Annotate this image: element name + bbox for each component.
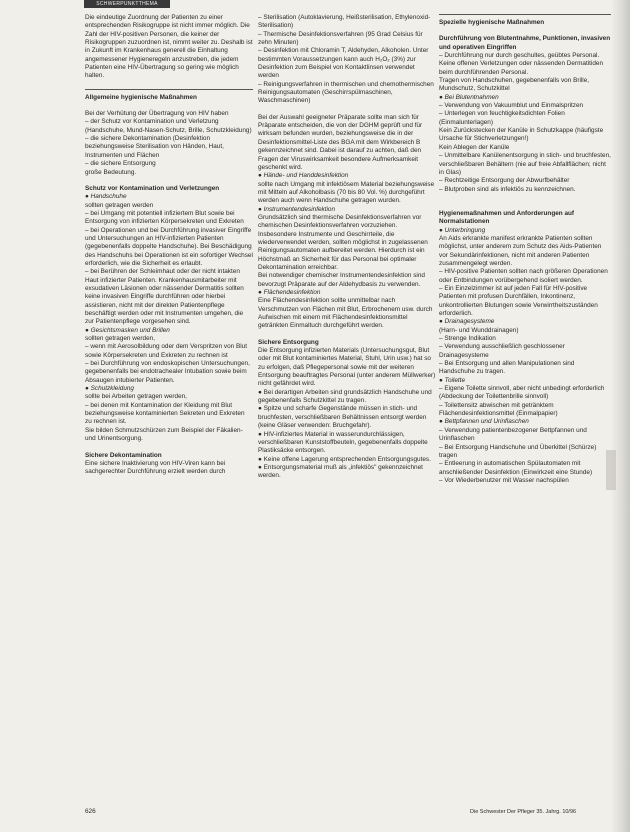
paragraph: – Bei Entsorgung und allen Manipulationen sind Handschuhe zu tragen.: [439, 360, 575, 376]
paragraph: ● Bei derartigen Arbeiten sind grundsätzlich Handschuhe und gegebenenfalls Schutzkittel zu tragen.: [258, 388, 432, 405]
paragraph: Grundsätzlich sind thermische Desinfektionsverfahren vor chemischen Desinfektionsverfahren vorzuziehen. Insbesondere Instrumente und Geschirrteile, die wiederverwendet werden, sollten möglichst in zugelassenen Reinigungsautomaten aufbereitet werden. Hierdurch ist ein Höchstmaß an Sicherheit für das Personal bei optimaler Dekontamination erreichbar.: [258, 213, 428, 271]
paragraph: – bei Operationen und bei Durchführung invasiver Eingriffe und Untersuchungen an HIV-infizierten Patienten (gegebenenfalls doppelte Handschuhe). Bei Beschädigung des Handschuhs bei Operationen ist ein sofortiger Wechsel erforderlich, wie die Sicherheit es erlaubt.: [85, 226, 253, 267]
paragraph: – bei Durchführung von endoskopischen Untersuchungen, gegebenenfalls bei endotrachealer Intubation sowie beim Absaugen intubierter Patienten.: [85, 360, 250, 384]
paragraph: – Verwendung von Vakuumblut und Einmalspritzen: [439, 102, 584, 110]
paragraph: – Entleerung in automatischen Spülautomaten mit anschließender Desinfektion (Einwirkzeit eine Stunde): [439, 460, 593, 476]
subheading: ● Instrumentendesinfektion: [258, 205, 336, 213]
subheading: ● Bettpfannen und Urinflaschen: [439, 418, 529, 426]
column-1: [85, 14, 253, 477]
subheading: ● Hände- und Handdesinfektion: [258, 172, 349, 180]
paragraph: Bei der Auswahl geeigneter Präparate sollte man sich für Präparate entscheiden, die von der DGHM geprüft und für wirksam befunden wurden, beziehungsweise die in der Desinfektionsmittel-Liste des BGA mit dem Wirkbereich B gekennzeichnet sind. Dabei ist darauf zu achten, daß den Fragen der Viruswirksamkeit besondere Aufmerksamkeit geschenkt wird.: [258, 113, 423, 171]
paragraph: – Verwendung patientenbezogener Bettpfannen und Urinflaschen: [439, 426, 587, 443]
paragraph: – Bei Entsorgung Handschuhe und Überkittel (Schürze) tragen: [439, 443, 597, 459]
paragraph: – Blutproben sind als infektiös zu kennzeichnen.: [439, 185, 576, 193]
paragraph: (Harn- und Wunddrainagen): [439, 326, 519, 334]
subheading: ● Unterbringung: [439, 226, 486, 234]
subheading: ● Gesichtsmasken und Brillen: [85, 326, 170, 334]
paragraph: ● Entsorgungsmaterial muß als „infektiös" gekennzeichnet werden.: [258, 463, 423, 480]
paragraph: – bei denen mit Kontamination der Kleidung mit Blut beziehungsweise kontaminierten Sekreten und Exkreten zu rechnen ist.: [85, 401, 245, 426]
section-heading: Allgemeine hygienische Maßnahmen: [85, 89, 253, 102]
paragraph: – Verwendung ausschließlich geschlossener Drainagesysteme: [439, 343, 565, 359]
paragraph: Bei notwendiger chemischer Instrumentendesinfektion sind bevorzugt Präparate auf der Aldehydbasis zu verwenden.: [258, 272, 425, 288]
paragraph: – Strenge Indikation: [439, 335, 496, 343]
section-tab: SCHWERPUNKTTHEMA: [84, 0, 170, 8]
subheading: ● Drainagesysteme: [439, 318, 495, 326]
paragraph: An Aids erkrankte manifest erkrankte Patienten sollten möglichst, unter anderem zum Schutz des Aids-Patienten vor Sekundärinfektionen, nicht mit anderen Patienten zusammengelegt werden.: [439, 234, 602, 267]
paragraph: – bei Berühren der Schleimhaut oder der nicht intakten Haut infizierter Patienten. Krankenhausmitarbeiter mit exsudativen Läsionen oder nässender Dermatitis sollten keine invasiven Eingriffe durchführen oder hierbei assistieren, nicht mit der direkten Patientenpflege beschäftigt werden oder mit Instrumenten umgehen, die zur Patientenpflege vorgesehen sind.: [85, 268, 244, 326]
paragraph: – Durchführung nur durch geschultes, geübtes Personal.: [439, 52, 600, 60]
paragraph: Tragen von Handschuhen, gegebenenfalls von Brille, Mundschutz, Schutzkittel: [439, 77, 590, 93]
paragraph: Eine sichere Inaktivierung von HIV-Viren kann bei sachgerechter Durchführung erzielt werden durch: [85, 459, 226, 476]
paragraph: – HIV-positive Patienten sollten nach größeren Operationen oder Entbindungen vorübergehend isoliert werden.: [439, 268, 608, 284]
spacer: [85, 177, 253, 185]
paragraph: – die sichere Entsorgung: [85, 160, 156, 168]
paragraph: Bei der Verhütung der Übertragung von HIV haben: [85, 110, 229, 118]
paragraph: ● HIV-infiziertes Material in wasserundurchlässigen, verschließbaren Kunststoffbeuteln, gegebenenfalls doppelte Plastiksäcke entsorgen.: [258, 430, 428, 455]
spacer: [85, 102, 253, 110]
paragraph: – Rechtzeitige Entsorgung der Abwurfbehälter: [439, 177, 570, 185]
section-heading: Sichere Dekontamination: [85, 451, 162, 459]
section-heading: Schutz vor Kontamination und Verletzungen: [85, 184, 220, 192]
paragraph: Die Entsorgung infizierten Materials (Untersuchungsgut, Blut oder mit Blut kontaminiertes Material, Stuhl, Urin usw.) hat so zu erfolgen, daß Pflegepersonal sowie mit der weiteren Entsorgung beauftragtes Personal (unter anderem Müllwerker) nicht gefährdet wird.: [258, 347, 436, 388]
scan-smudge: [606, 450, 616, 490]
spacer: [439, 27, 611, 35]
paragraph: – Eigene Toilette sinnvoll, aber nicht unbedingt erforderlich (Abdeckung der Toilettenbrille sinnvoll): [439, 385, 605, 401]
page-number: 626: [85, 808, 96, 815]
paragraph: ● Keine offene Lagerung entsprechenden Entsorgungsgutes.: [258, 455, 431, 463]
paragraph: – bei Umgang mit potentiell infiziertem Blut sowie bei Entsorgung von infizierten Körpersekreten und Exkreten: [85, 209, 244, 226]
paragraph: – wenn mit Aerosolbildung oder dem Verspritzen von Blut sowie Körpersekreten und Exkreten zu rechnen ist: [85, 343, 247, 359]
paragraph: – Sterilisation (Autoklavierung, Heißsterilisation, Ethylenoxid-Sterilisation): [258, 14, 431, 30]
paragraph: – Desinfektion mit Chloramin T, Aldehyden, Alkoholen. Unter bestimmten Voraussetzungen kann auch H₂O₂ (3%) zur Desinfektion zum Beispiel von Kontaktlinsen verwendet werden: [258, 47, 429, 80]
paragraph: – Reinigungsverfahren in thermischen und chemothermischen Reinigungsautomaten (Geschirrspülmaschinen, Waschmaschinen): [258, 80, 434, 105]
paragraph: große Bedeutung.: [85, 168, 137, 176]
spacer: [258, 106, 436, 114]
spacer: [439, 194, 611, 210]
section-heading: Hygienemaßnahmen und Anforderungen auf Normalstationen: [439, 209, 575, 226]
paragraph: – Toilettensitz abwischen mit getränktem Flächendesinfektionsmittel (Einmalpapier): [439, 401, 558, 418]
paragraph: Kein Ablegen der Kanüle: [439, 143, 510, 151]
paragraph: – Unterlegen von feuchtigkeitsdichten Folien (Einmalunterlagen): [439, 110, 565, 126]
journal-footer: Die Schwester Der Pfleger 35. Jahrg. 10/96: [470, 809, 577, 815]
section-heading: Durchführung von Blutentnahme, Punktionen, invasiven und operativen Eingriffen: [439, 35, 611, 51]
section-heading: Spezielle hygienische Maßnahmen: [439, 14, 611, 27]
paragraph: Die eindeutige Zuordnung der Patienten zu einer entsprechenden Risikogruppe ist nicht immer möglich. Die Zahl der HIV-positiven Personen, die keiner der Risikogruppen zuzuordnen ist, nimmt weiter zu. Deshalb ist in Zukunft im Krankenhaus generell die Einhaltung angemessener Hygieneregeln anzustreben, die jedem Patienten eine HIV-Übertragung so gering wie möglich halten.: [85, 14, 253, 80]
spacer: [85, 81, 253, 89]
paragraph: Eine Flächendesinfektion sollte unmittelbar nach Verschmutzen von Flächen mit Blut, Erbrochenem usw. durch Aufwischen mit einem mit Flächendesinfektionsmittel getränkten Einmaltuch durchgeführt werden.: [258, 297, 433, 330]
subheading: ● Bei Blutentnahmen: [439, 93, 499, 101]
column-3: [439, 14, 611, 485]
paragraph: ● Spitze und scharfe Gegenstände müssen in stich- und bruchfesten, verschließbaren Behältnissen entsorgt werden (keine Gläser verwenden: Bruchgefahr).: [258, 405, 427, 430]
paragraph: – Vor Wiederbenutzer mit Wasser nachspülen: [439, 476, 569, 484]
paragraph: – Ein Einzelzimmer ist auf jeden Fall für HIV-positive Patienten mit profusen Durchfällen, Inkontinenz, unkontrollierten Blutungen sowie Verwirrtheitszuständen erforderlich.: [439, 284, 598, 317]
paragraph: sollte nach Umgang mit infektiösem Material beziehungsweise mit Mitteln auf Alkoholbasis (70 bis 80 Vol. %) durchgeführt werden auch wenn Handschuhe getragen wurden.: [258, 180, 435, 205]
page-edge-shadow: [611, 0, 630, 832]
paragraph: Kein Zurückstecken der Kanüle in Schutzkappe (häufigste Ursache für Stichverletzungen!): [439, 127, 604, 143]
subheading: ● Schutzkleidung: [85, 385, 134, 393]
paragraph: Keine offenen Verletzungen oder nässenden Dermatitiden beim durchführenden Personal.: [439, 60, 604, 76]
section-heading: Sichere Entsorgung: [258, 338, 319, 346]
paragraph: – der Schutz vor Kontamination und Verletzung (Handschuhe, Mund-Nasen-Schutz, Brille, Schutzkleidung): [85, 118, 252, 134]
subheading: ● Flächendesinfektion: [258, 289, 321, 296]
paragraph: – Thermische Desinfektionsverfahren (95 Grad Celsius für zehn Minuten): [258, 30, 423, 47]
spacer: [85, 444, 253, 452]
paragraph: – die sichere Dekontamination (Desinfektion beziehungsweise Sterilisation von Händen, Haut, Instrumenten und Flächen: [85, 135, 224, 159]
paragraph: sollten getragen werden,: [85, 335, 155, 343]
paragraph: sollten getragen werden: [85, 201, 154, 209]
subheading: ● Toilette: [439, 376, 466, 384]
paragraph: Sie bilden Schmutzschürzen zum Beispiel der Fäkalien- und Urinentsorgung.: [85, 426, 243, 443]
column-2: [258, 14, 436, 481]
spacer: [258, 331, 436, 339]
paragraph: – Unmittelbare Kanülenentsorgung in stich- und bruchfesten, verschließbaren Behältern (nie auf freie Abfallflächen; nicht in Glas): [439, 152, 611, 176]
paragraph: sollte bei Arbeiten getragen werden,: [85, 393, 187, 401]
subheading: ● Handschuhe: [85, 193, 127, 201]
